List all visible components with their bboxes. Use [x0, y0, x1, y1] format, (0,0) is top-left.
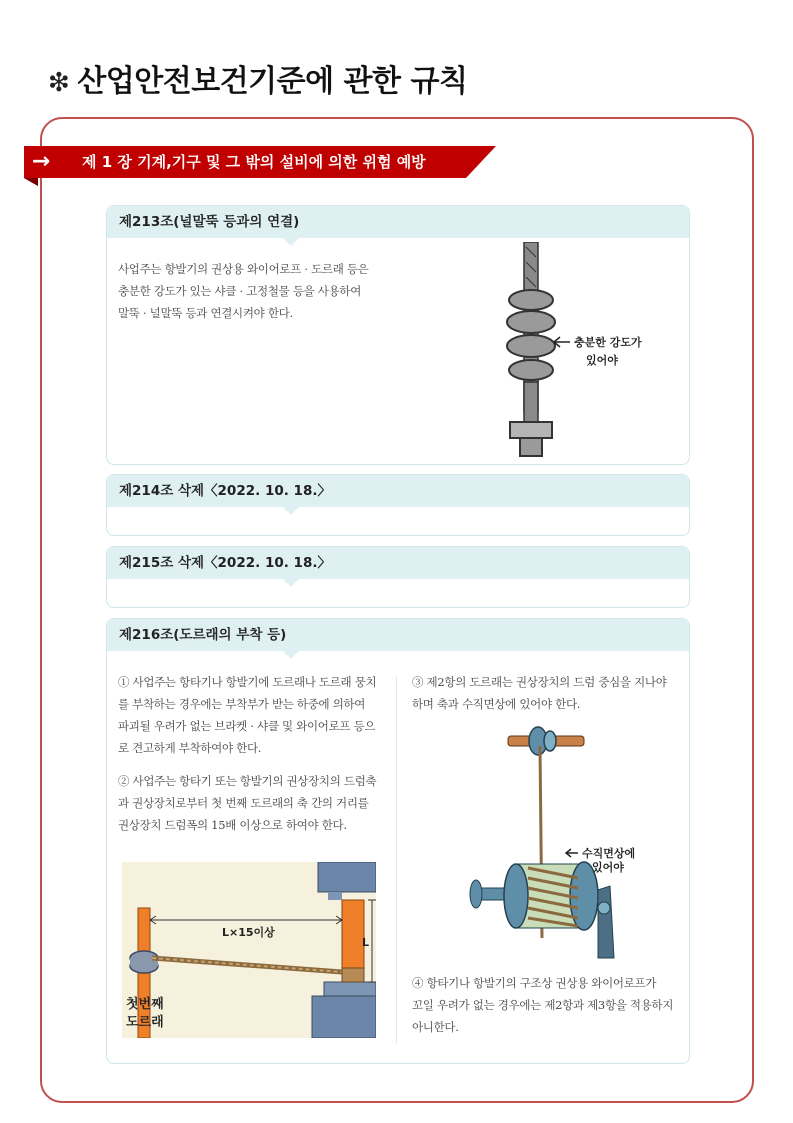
- chapter-banner: [24, 146, 496, 178]
- text-line: 하며 축과 수직면상에 있어야 한다.: [412, 697, 581, 711]
- article-216-title: 제216조(도르래의 부착 등): [119, 627, 287, 643]
- vertical-plane-label-2: 있어야: [592, 861, 624, 874]
- strength-caption-2: 있어야: [586, 354, 618, 367]
- page-title-text: 산업안전보건기준에 관한 규칙: [77, 64, 468, 99]
- text-line: ② 사업주는 항타기 또는 항발기의 권상장치의 드럼축: [118, 774, 377, 788]
- shackle-rope-illustration: [490, 242, 660, 458]
- chapter-title: 제 1 장 기계,기구 및 그 밖의 설비에 의한 위험 예방: [82, 153, 426, 171]
- article-213-title: 제213조(널말뚝 등과의 연결): [119, 214, 300, 230]
- text-line: ③ 제2항의 도르래는 권상장치의 드럼 중심을 지나야: [412, 675, 667, 689]
- text-line: ① 사업주는 항타기나 항발기에 도르래나 도르래 뭉치: [118, 675, 377, 689]
- strength-caption-1: 충분한 강도가: [574, 336, 642, 349]
- text-line: 파괴될 우려가 없는 브라켓 · 샤클 및 와이어로프 등으: [118, 719, 376, 733]
- text-line: 로 견고하게 부착하여야 한다.: [118, 741, 262, 755]
- article-214-card: [106, 474, 690, 536]
- article-215-header: [107, 547, 689, 579]
- text-line: 말뚝 · 널말뚝 등과 연결시켜야 한다.: [118, 306, 293, 320]
- arrow-right-icon: →: [31, 149, 51, 174]
- article-216-paragraph-2: [118, 770, 376, 836]
- distance-label: L×15이상: [222, 926, 275, 939]
- text-line: 아니한다.: [412, 1020, 459, 1034]
- article-216-paragraph-4: [412, 972, 673, 1038]
- text-line: 권상장치 드럼폭의 15배 이상으로 하여야 한다.: [118, 818, 347, 832]
- article-216-header: [107, 619, 689, 651]
- article-215-card: [106, 546, 690, 608]
- article-214-title: 제214조 삭제〈2022. 10. 18.〉: [119, 483, 331, 499]
- column-divider: [396, 676, 397, 1044]
- article-213-body: [118, 258, 368, 324]
- sheave-distance-illustration: [122, 862, 376, 1038]
- text-line: 충분한 강도가 있는 샤클 · 고정철물 등을 사용하여: [118, 284, 362, 298]
- text-line: 꼬일 우려가 없는 경우에는 제2항과 제3항을 적용하지: [412, 998, 674, 1012]
- first-sheave-label-2: 도르래: [126, 1015, 164, 1030]
- asterism-icon: ❇: [48, 68, 70, 98]
- first-sheave-label-1: 첫번째: [126, 997, 164, 1012]
- drum-winch-illustration: [458, 718, 658, 966]
- text-line: 사업주는 항발기의 권상용 와이어로프 · 도르래 등은: [118, 262, 369, 276]
- article-215-title: 제215조 삭제〈2022. 10. 18.〉: [119, 555, 331, 571]
- article-214-header: [107, 475, 689, 507]
- text-line: 과 권상장치로부터 첫 번째 도르래의 축 간의 거리를: [118, 796, 369, 810]
- article-213-header: [107, 206, 689, 238]
- vertical-plane-label-1: 수직면상에: [582, 847, 636, 860]
- article-216-paragraph-3: [412, 671, 667, 715]
- length-l-label: L: [362, 936, 370, 949]
- page-title: [48, 56, 467, 100]
- text-line: 를 부착하는 경우에는 부착부가 받는 하중에 의하여: [118, 697, 366, 711]
- text-line: ④ 항타기나 항발기의 구조상 권상용 와이어로프가: [412, 976, 657, 990]
- article-216-paragraph-1: [118, 671, 376, 759]
